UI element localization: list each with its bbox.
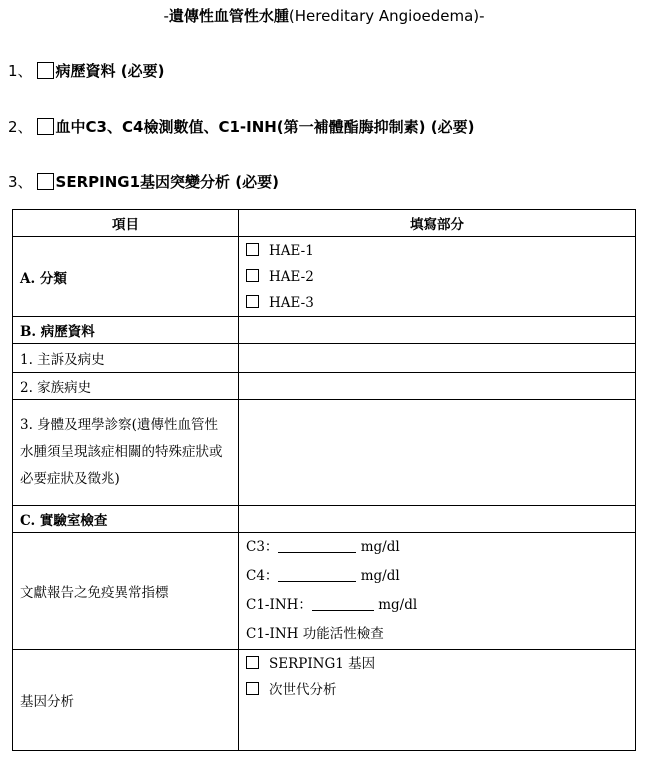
immune-label: 文獻報告之免疫異常指標 <box>13 533 239 650</box>
title-main: 遺傳性血管性水腫 <box>168 7 289 25</box>
checkbox[interactable] <box>246 295 259 308</box>
record-chief-complaint: 1. 主訴及病史 <box>13 344 239 373</box>
c4-field[interactable]: C4： mg/dl <box>246 568 400 584</box>
option-hae2[interactable]: HAE-2 <box>246 264 628 290</box>
record-chief-complaint-fill[interactable] <box>239 344 636 373</box>
classification-options <box>239 237 636 317</box>
requirement-item <box>8 116 474 137</box>
header-fill-in: 填寫部分 <box>239 210 636 237</box>
lab-label: C. 實驗室檢查 <box>13 506 239 533</box>
title-english: (Hereditary Angioedema)- <box>288 7 485 25</box>
requirement-number: 1、 <box>8 62 33 80</box>
checkbox[interactable] <box>246 682 259 695</box>
checkbox[interactable] <box>246 243 259 256</box>
record-physical-exam: 3. 身體及理學診察(遺傳性血管性水腫須呈現該症相關的特殊症狀或必要症狀及徵兆) <box>13 400 239 506</box>
requirement-item <box>8 171 279 192</box>
checkbox[interactable] <box>246 269 259 282</box>
lab-fill[interactable] <box>239 506 636 533</box>
requirement-label: 血中C3、C4檢測數值、C1-INH(第一補體酯脢抑制素) (必要) <box>55 118 475 136</box>
requirement-item <box>8 60 164 81</box>
c3-blank[interactable] <box>278 552 356 553</box>
gene-options <box>239 650 636 751</box>
lab-values <box>239 533 636 650</box>
c1inh-blank[interactable] <box>312 610 374 611</box>
classification-label: A. 分類 <box>13 237 239 317</box>
requirement-label: SERPING1基因突變分析 (必要) <box>55 173 279 191</box>
c4-blank[interactable] <box>278 581 356 582</box>
record-family-history-fill[interactable] <box>239 373 636 400</box>
option-hae3[interactable]: HAE-3 <box>246 290 628 316</box>
c3-field[interactable]: C3： mg/dl <box>246 539 400 555</box>
requirement-checkbox[interactable] <box>37 173 54 190</box>
option-hae1[interactable]: HAE-1 <box>246 238 628 264</box>
application-table <box>12 209 636 751</box>
page-title <box>0 5 648 26</box>
checkbox[interactable] <box>246 656 259 669</box>
record-family-history: 2. 家族病史 <box>13 373 239 400</box>
requirement-checkbox[interactable] <box>37 118 54 135</box>
records-label: B. 病歷資料 <box>13 317 239 344</box>
record-physical-exam-fill[interactable] <box>239 400 636 506</box>
requirement-checkbox[interactable] <box>37 62 54 79</box>
header-item: 項目 <box>13 210 239 237</box>
gene-label: 基因分析 <box>13 650 239 751</box>
requirement-number: 2、 <box>8 118 33 136</box>
records-fill[interactable] <box>239 317 636 344</box>
option-serping1[interactable]: SERPING1 基因 <box>246 651 628 677</box>
c1inh-field[interactable]: C1-INH： mg/dl <box>246 597 418 613</box>
option-ngs[interactable]: 次世代分析 <box>246 677 628 703</box>
requirement-label: 病歷資料 (必要) <box>55 62 165 80</box>
c1inh-function-test: C1-INH 功能活性檢查 <box>246 626 384 642</box>
requirement-number: 3、 <box>8 173 33 191</box>
title-prefix: - <box>163 7 169 25</box>
